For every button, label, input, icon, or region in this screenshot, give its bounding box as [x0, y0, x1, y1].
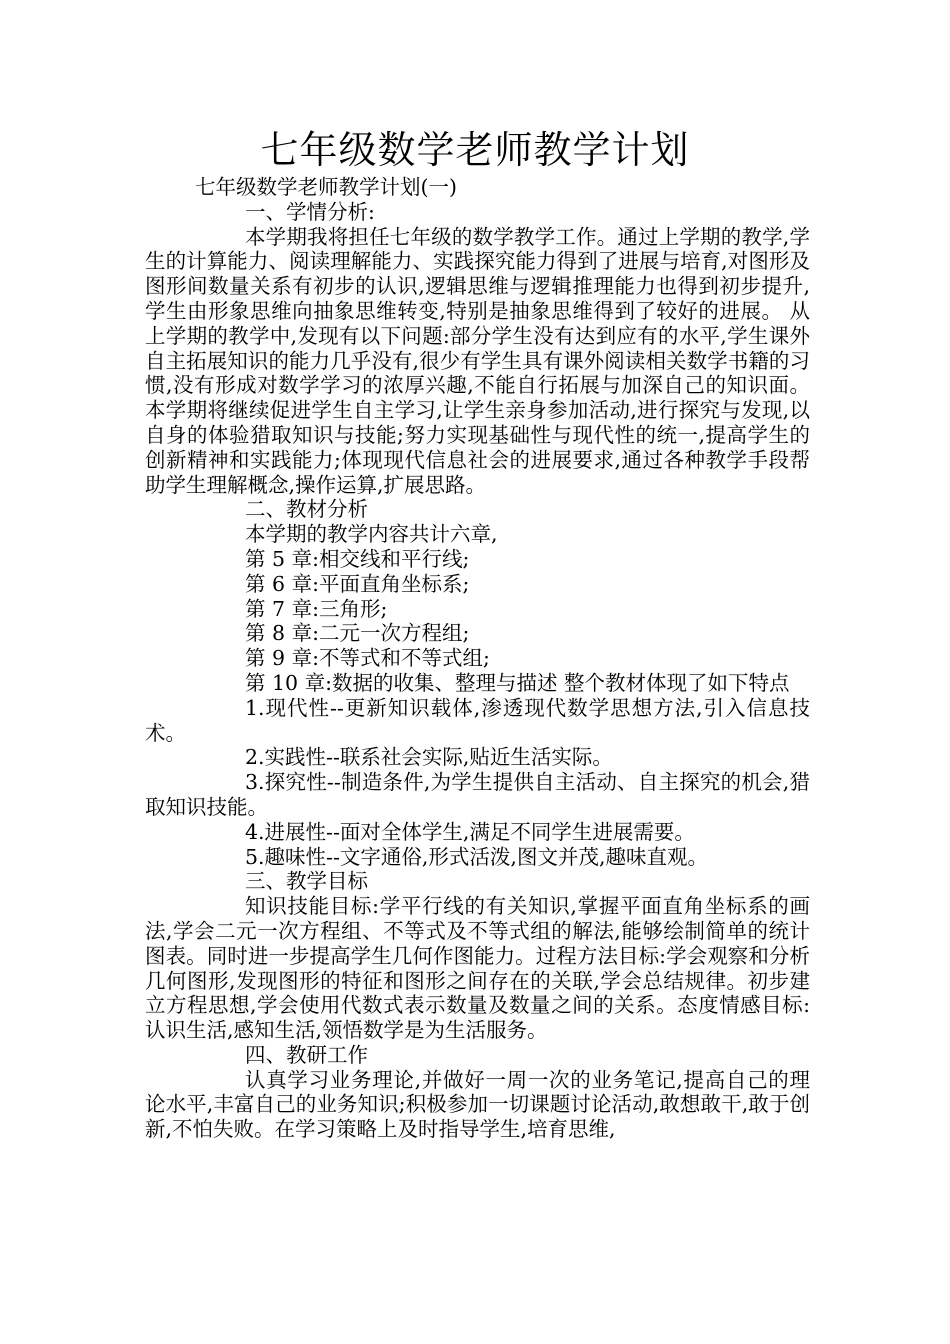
chapter-item: 第 10 章:数据的收集、整理与描述 整个教材体现了如下特点 — [245, 670, 790, 695]
section-heading-research: 四、教研工作 — [245, 1042, 368, 1067]
feature-item: 2.实践性--联系社会实际,贴近生活实际。 — [245, 745, 613, 770]
document-title: 七年级数学老师教学计划 — [260, 128, 690, 172]
chapter-item: 第 9 章:不等式和不等式组; — [245, 646, 490, 671]
feature-item: 4.进展性--面对全体学生,满足不同学生进展需要。 — [245, 819, 695, 844]
chapter-item: 第 8 章:二元一次方程组; — [245, 621, 470, 646]
section-paragraph: 知识技能目标:学平行线的有关知识,掌握平面直角坐标系的画法,学会二元一次方程组、不等式及不等式组的解法,能够绘制简单的统计图表。同时进一步提高学生几何作图能力。过程方法目标:学会观察和分析几何图形,发现图形的特征和图形之间存在的关联,学会总结规律。初步建立方程思想,学会使用代数式表示数量及数量之间的关系。态度情感目标:认识生活,感知生活,领悟数学是为生活服务。 — [145, 894, 810, 1043]
document-subtitle: 七年级数学老师教学计划(一) — [195, 175, 457, 199]
feature-item: 1.现代性--更新知识载体,渗透现代数学思想方法,引入信息技术。 — [145, 695, 810, 745]
chapter-item: 第 7 章:三角形; — [245, 596, 388, 621]
feature-item: 3.探究性--制造条件,为学生提供自主活动、自主探究的机会,猎取知识技能。 — [145, 770, 810, 819]
chapter-item: 第 5 章:相交线和平行线; — [245, 546, 470, 571]
feature-item: 5.趣味性--文字通俗,形式活泼,图文并茂,趣味直观。 — [245, 844, 708, 869]
chapter-item: 第 6 章:平面直角坐标系; — [245, 571, 470, 596]
section-heading-situation: 一、学情分析: — [245, 199, 375, 224]
section-paragraph: 认真学习业务理论,并做好一周一次的业务笔记,提高自己的理论水平,丰富自己的业务知识;积极参加一切课题讨论活动,敢想敢干,敢于创新,不怕失败。在学习策略上及时指导学生,培育思维, — [145, 1067, 810, 1142]
section-paragraph: 本学期我将担任七年级的数学教学工作。通过上学期的教学,学生的计算能力、阅读理解能力、实践探究能力得到了进展与培育,对图形及图形间数量关系有初步的认识,逻辑思维与逻辑推理能力也得到初步提升,学生由形象思维向抽象思维转变,特别是抽象思维得到了较好的进展。 从上学期的教学中,发现有以下问题:部分学生没有达到应有的水平,学生课外自主拓展知识的能力几乎没有,很少有学生具有课外阅读相关数学书籍的习惯,没有形成对数学学习的浓厚兴趣,不能自行拓展与加深自己的知识面。本学期将继续促进学生自主学习,让学生亲身参加活动,进行探究与发现,以自身的体验猎取知识与技能;努力实现基础性与现代性的统一,提高学生的创新精神和实践能力;体现现代信息社会的进展要求,通过各种教学手段帮助学生理解概念,操作运算,扩展思路。 — [145, 224, 810, 497]
section-heading-goals: 三、教学目标 — [245, 869, 368, 894]
section-heading-materials: 二、教材分析 — [245, 497, 368, 522]
document-body — [145, 175, 810, 1142]
materials-intro: 本学期的教学内容共计六章, — [245, 522, 498, 547]
